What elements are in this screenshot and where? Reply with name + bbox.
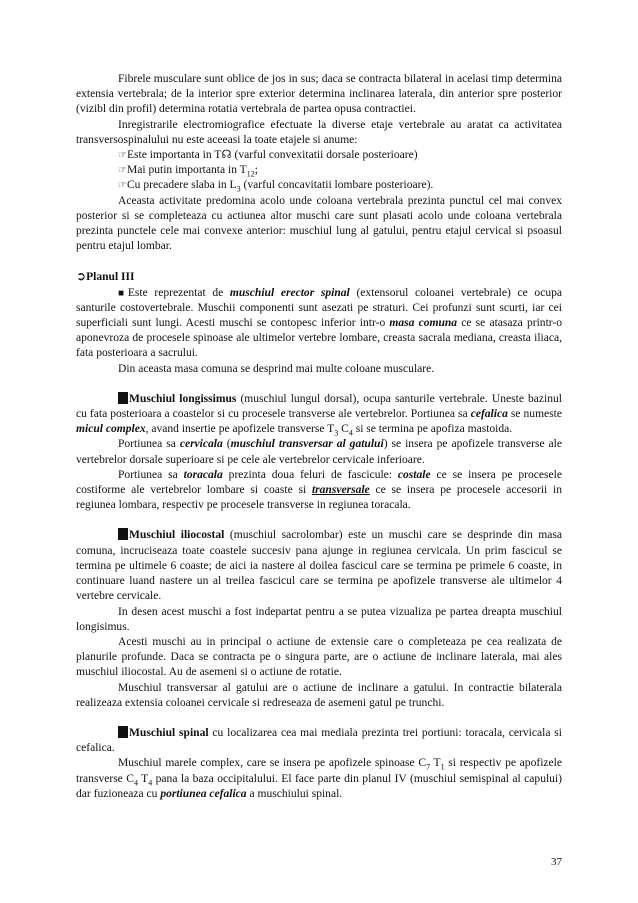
bullet-icon — [118, 726, 128, 738]
paragraph-fibers: Fibrele musculare sunt oblice de jos in sus; daca se contracta bilateral in acelasi timp determina extensia vertebrala; de la interior spre exterior determina inclinarea laterala, din anterior spre posterior (vizibl din profil) determina rotatia vertebrala de partea opusa contractiei. — [76, 73, 562, 116]
paragraph-spinal: Muschiul spinal cu localizarea cea mai mediala prezinta trei portiuni: toracala, cervicala si cefalica. — [76, 726, 562, 755]
paragraph-complex: Muschiul marele complex, care se insera pe apofizele spinoase $C_7$ $T_1$ si respectiv pe apofizele transverse $C_4$ $T_4$ pana la baza occipitalului. El face parte din planul IV (muschiul semispinal al capului) dar fuzioneaza cu portiunea cefalica a muschiului spinal. — [76, 757, 563, 800]
paragraph-erector: ■Este reprezentat de muschiul erector spinal (extensorul coloanei vertebrale) ce ocupa santurile costovertebrale. Muschii componenti sunt asezati pe straturi. Cei profunzi sunt scurti, iar cei superficiali sunt lungi. Acesti muschi se contopesc inferior intr-o masa comuna ce se atasaza printr-o aponevroza de procesele spinoase ale ultimelor vertebre lombare, creasta sacrala mediana, creasta iliaca, fata posterioara a sacrului. — [76, 286, 563, 360]
section-heading: ➲Planul III — [76, 269, 135, 284]
pointing-hand-icon: ☞ — [118, 150, 127, 162]
page-number: 37 — [551, 856, 562, 868]
list-item-t: ☞Este importanta in T☊ (varful convexitatii dorsale posterioare) — [118, 149, 418, 162]
paragraph-longissimus: Muschiul longissimus (muschiul lungul dorsal), ocupa santurile vertebrale. Uneste bazinul cu fata posterioara a coastelor si cu procesele transverse ale vertebrelor. Portiunea sa cefalica se numeste micul complex, avand insertie pe apofizele transverse $T_3$ $C_4$ si se termina pe apofiza mastoida. — [76, 392, 562, 438]
paragraph-action: Acesti muschi au in principal o actiune de extensie care o completeaza pe cea realizata de planurile profunde. Daca se contracta pe o singura parte, are o actiune de inclinare laterala, mai ales muschiul iliocostal. Au de asemeni si o actiune de rotatie. — [76, 635, 562, 679]
paragraph-drawing: In desen acest muschi a fost indepartat pentru a se putea vizualiza pe partea dreapta muschiul longisimus. — [76, 605, 562, 633]
paragraph-transversar: Muschiul transversar al gatului are o actiune de inclinare a gatului. In contractie bilaterala realizeaza extensia coloanei cervicale si redreseaza de asemeni gatul pe trunchi. — [76, 681, 562, 709]
square-bullet-icon: ■ — [118, 287, 128, 299]
pointing-hand-icon: ☞ — [118, 180, 127, 192]
list-item-l3: ☞Cu precadere slaba in $L_3$ (varful concavitatii lombare posterioare). — [118, 179, 434, 194]
paragraph-activity: Aceasta activitate predomina acolo unde coloana vertebrala prezinta punctul cel mai convex posterior si se completeaza cu actiunea altor muschi care sunt plasati acolo unde coloana vertebrala prezinta punctele cele mai convexe anterior: muschiul lung al gatului, pentru etajul cervical si psoasul pentru etajul lombar. — [76, 194, 562, 253]
arrow-right-icon: ➲ — [76, 269, 87, 284]
list-item-t12: ☞Mai putin importanta in $T_{12}$; — [118, 164, 258, 179]
pointing-hand-icon: ☞ — [118, 165, 127, 177]
paragraph-cervical: Portiunea sa cervicala (muschiul transversar al gatului) se insera pe apofizele transverse ale vertebrelor dorsale superioare si pe cele ale vertebrelor cervicale inferioare. — [76, 438, 562, 466]
paragraph-emg: Inregistrarile electromiografice efectuate la diverse etaje vertebrale au aratat ca activitatea transversospinalului nu este aceeasi la toate etajele si anume: — [76, 118, 562, 146]
bullet-icon — [118, 528, 128, 540]
paragraph-columns: Din aceasta masa comuna se desprind mai multe coloane musculare. — [118, 362, 435, 375]
paragraph-iliocostal: Muschiul iliocostal (muschiul sacrolombar) este un muschi care se desprinde din masa comuna, incruciseaza toate coastele succesiv pana ajunge in regiunea cervicala. Un prim fascicul se termina pe ultimele 6 coaste; de aici ia nastere al doilea fascicul care se termina pe primele 6 coaste, in continuare luand nastere un al treilea fascicul care se termina pe apofizele transverse ale ultimelor 4 vertebre cervicale. — [76, 529, 563, 603]
bullet-icon — [118, 392, 128, 404]
paragraph-thoracic: Portiunea sa toracala prezinta doua feluri de fascicule: costale ce se insera pe procesele costiforme ale vertebrelor lombare si coaste si transversale ce se insera pe procesele accesorii in regiunea lombara, respectiv pe procesele transverse in regiunea toracala. — [76, 468, 562, 512]
symbol-icon: ☊ — [221, 149, 232, 162]
page-body — [76, 72, 562, 802]
